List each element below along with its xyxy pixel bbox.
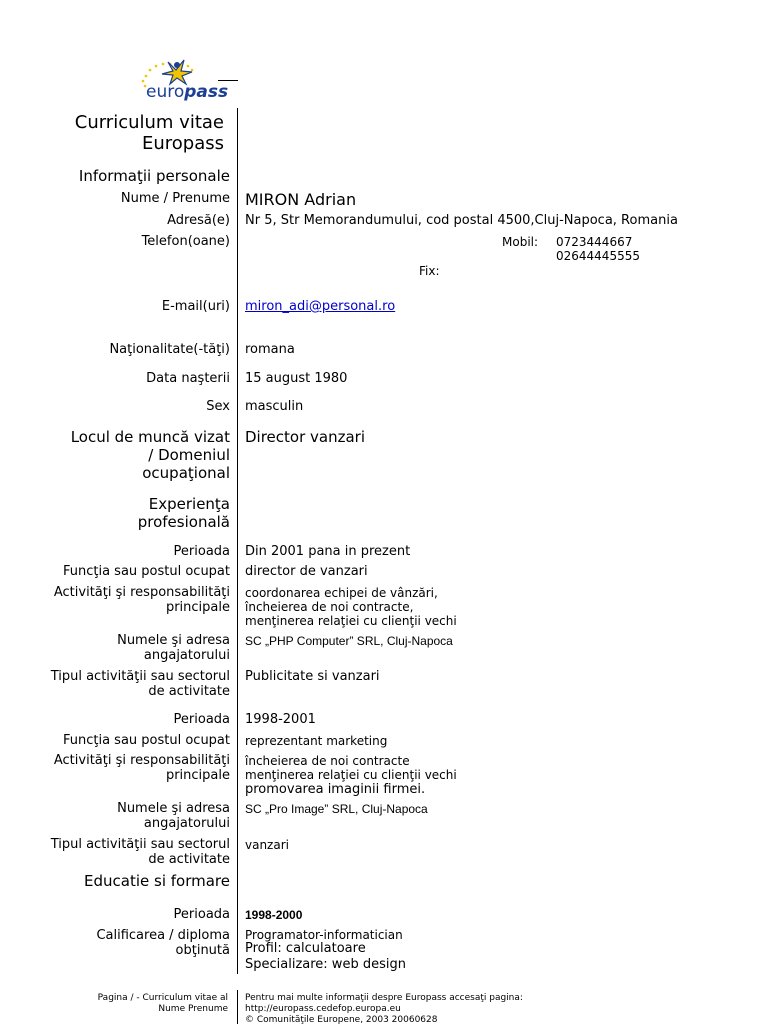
edu-qualification-line2: Profil: calculatoare [245,941,366,956]
exp1-employer-label-line2: angajatorului [143,648,230,663]
edu-qualification-label-line1: Calificarea / diploma [96,928,230,943]
exp2-activity-2: menţinerea relaţiei cu clienţii vechi [245,768,457,782]
mobile-label: Mobil: [502,235,539,249]
edu-qualification-label-line2: obţinută [175,943,230,958]
sex-value: masculin [245,399,304,414]
footer-right-line2: http://europass.cedefop.europa.eu [245,1004,401,1014]
sex-label: Sex [206,399,230,414]
edu-period-value: 1998-2000 [245,908,303,922]
exp1-activities-label-line1: Activităţi şi responsabilităţi [53,585,230,600]
section-experience-line1: Experienţa [148,495,230,513]
exp1-period-value: Din 2001 pana in prezent [245,544,411,559]
section-education: Educatie si formare [84,872,230,890]
exp2-sector-label-line1: Tipul activităţii sau sectorul [50,837,230,852]
exp2-function-label: Funcţia sau postul ocupat [62,733,230,748]
footer-left-line2: Nume Prenume [158,1004,228,1014]
address-label: Adresă(e) [167,213,230,228]
name-value: MIRON Adrian [245,190,357,209]
nationality-label: Naţionalitate(-tăţi) [109,342,230,357]
section-personal-info: Informaţii personale [78,167,230,185]
exp1-function-value: director de vanzari [245,564,368,579]
cv-title-line2: Europass [141,133,224,154]
exp1-employer-label-line1: Numele şi adresa [117,633,230,648]
column-divider [237,108,238,974]
address-value: Nr 5, Str Memorandumului, cod postal 4500,Cluj-Napoca, Romania [245,213,678,228]
exp2-activities-label-line2: principale [165,768,230,783]
exp2-activity-1: încheierea de noi contracte [245,754,410,768]
footer-left-line1: Pagina / - Curriculum vitae al [97,993,228,1003]
cv-title-line1: Curriculum vitae [74,112,224,133]
edu-qualification-line3: Specializare: web design [245,957,406,972]
exp1-sector-label-line1: Tipul activităţii sau sectorul [50,669,230,684]
europass-wordmark [146,82,228,102]
nationality-value: romana [245,342,295,357]
exp2-sector-label-line2: de activitate [148,852,230,867]
exp2-employer-value: SC „Pro Image” SRL, Cluj-Napoca [245,802,428,816]
exp2-employer-label-line1: Numele şi adresa [117,801,230,816]
exp2-period-value: 1998-2001 [245,712,316,727]
exp1-employer-value: SC „PHP Computer” SRL, Cluj-Napoca [245,634,453,648]
wordmark-pass: pass [184,82,229,102]
exp2-activities-label-line1: Activităţi şi responsabilităţi [53,753,230,768]
exp1-period-label: Perioada [173,544,230,559]
exp1-activity-3: menţinerea relaţiei cu clienţii vechi [245,614,457,628]
exp1-function-label: Funcţia sau postul ocupat [62,564,230,579]
exp1-sector-value: Publicitate si vanzari [245,669,380,684]
fix-value: 02644445555 [556,249,640,263]
exp1-activities-label-line2: principale [165,600,230,615]
job-target-label-line1: Locul de muncă vizat [70,428,230,446]
exp2-employer-label-line2: angajatorului [143,816,230,831]
exp1-sector-label-line2: de activitate [148,684,230,699]
exp2-function-value: reprezentant marketing [245,734,388,748]
job-target-value: Director vanzari [245,428,365,446]
job-target-label-line2: / Domeniul [148,446,230,464]
exp1-activity-2: încheierea de noi contracte, [245,600,414,614]
footer-divider [237,990,238,1024]
footer-right-line3: © Comunităţile Europene, 2003 20060628 [245,1015,438,1025]
footer-right-line1: Pentru mai multe informaţii despre Europass accesaţi pagina: [245,993,523,1003]
exp2-activity-3: promovarea imaginii firmei. [245,782,426,797]
exp2-sector-value: vanzari [245,838,289,852]
fix-label: Fix: [419,264,440,278]
job-target-label-line3: ocupaţional [142,464,230,482]
logo-rule [218,80,238,81]
birthdate-value: 15 august 1980 [245,371,348,386]
edu-qualification-line1: Programator-informatician [245,928,403,942]
email-link[interactable]: miron_adi@personal.ro [245,299,396,314]
email-label: E-mail(uri) [161,299,230,314]
name-label: Nume / Prenume [120,191,230,206]
birthdate-label: Data naşterii [146,371,230,386]
exp1-activity-1: coordonarea echipei de vânzări, [245,586,438,600]
wordmark-euro: euro [146,82,185,102]
section-experience-line2: profesională [137,513,230,531]
phone-label: Telefon(oane) [141,234,230,249]
exp2-period-label: Perioada [173,712,230,727]
mobile-value: 0723444667 [556,235,633,249]
edu-period-label: Perioada [173,907,230,922]
